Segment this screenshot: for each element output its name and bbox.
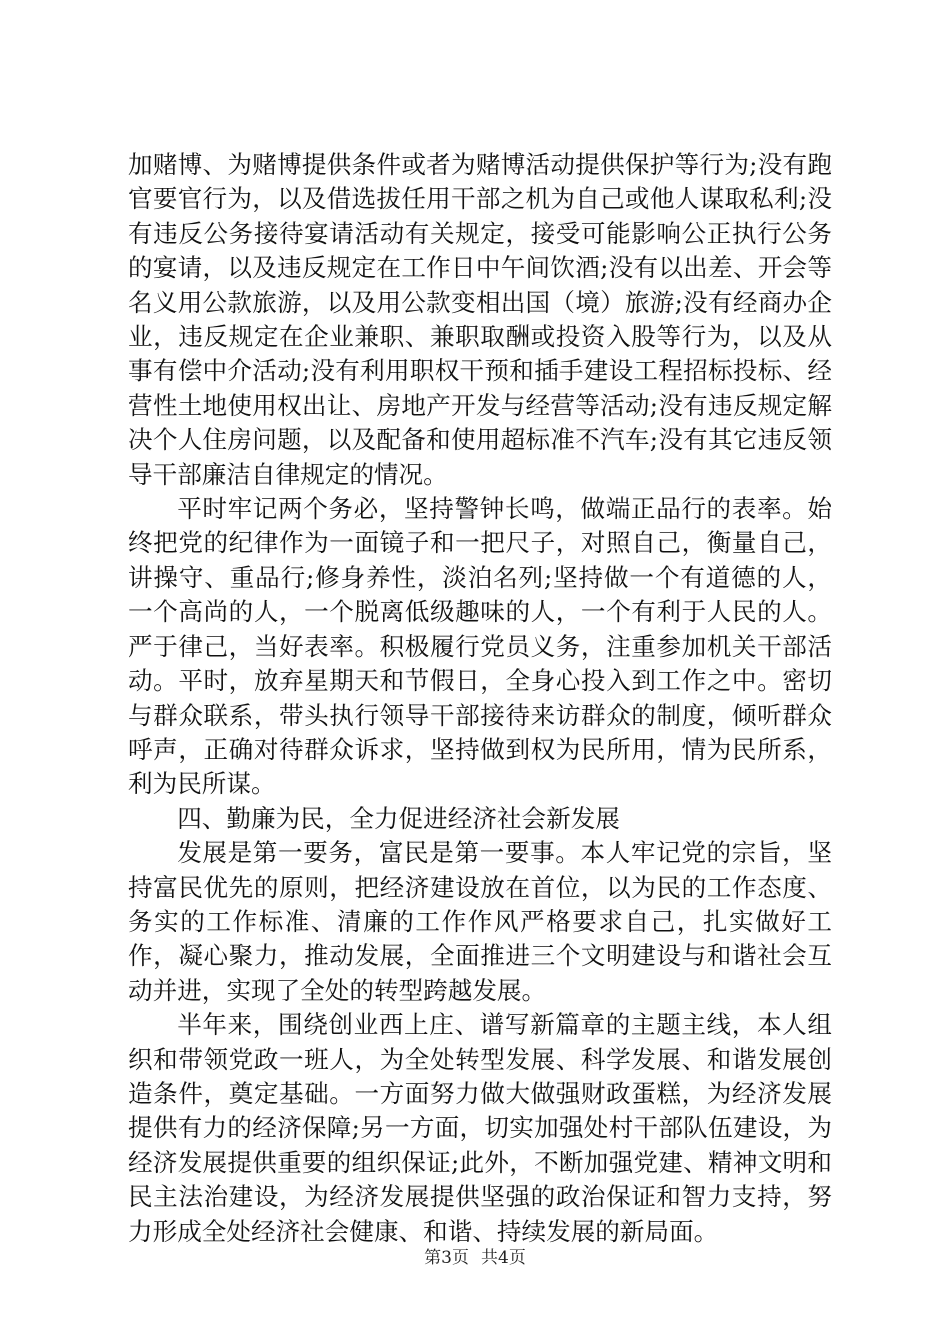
paragraph-3: 发展是第一要务，富民是第一要事。本人牢记党的宗旨，坚持富民优先的原则，把经济建设放在首位，以为民的工作态度、务实的工作标准、清廉的工作作风严格要求自己，扎实做好工作，凝心聚力，推动发展，全面推进三个文明建设与和谐社会互动并进，实现了全处的转型跨越发展。 xyxy=(128,838,832,1005)
paragraph-4: 半年来，围绕创业西上庄、谱写新篇章的主题主线，本人组织和带领党政一班人，为全处转型发展、科学发展、和谐发展创造条件，奠定基础。一方面努力做大做强财政蛋糕，为经济发展提供有力的经济保障;另一方面，切实加强处村干部队伍建设，为经济发展提供重要的组织保证;此外，不断加强党建、精神文明和民主法治建设，为经济发展提供坚强的政治保证和智力支持，努力形成全处经济社会健康、和谐、持续发展的新局面。 xyxy=(128,1010,832,1246)
document-body xyxy=(128,148,832,1249)
page-number: 第3页 xyxy=(424,1248,469,1268)
paragraph-1: 加赌博、为赌博提供条件或者为赌博活动提供保护等行为;没有跑官要官行为，以及借选拔任用干部之机为自己或他人谋取私利;没有违反公务接待宴请活动有关规定，接受可能影响公正执行公务的宴请，以及违反规定在工作日中午间饮酒;没有以出差、开会等名义用公款旅游，以及用公款变相出国（境）旅游;没有经商办企业，违反规定在企业兼职、兼职取酬或投资入股等行为，以及从事有偿中介活动;没有利用职权干预和插手建设工程招标投标、经营性土地使用权出让、房地产开发与经营等活动;没有违反规定解决个人住房问题，以及配备和使用超标准不汽车;没有其它违反领导干部廉洁自律规定的情况。 xyxy=(128,150,832,489)
page-footer xyxy=(0,1243,950,1268)
paragraph-2: 平时牢记两个务必，坚持警钟长鸣，做端正品行的表率。始终把党的纪律作为一面镜子和一把尺子，对照自己，衡量自己，讲操守、重品行;修身养性，淡泊名列;坚持做一个有道德的人，一个高尚的人，一个脱离低级趣味的人，一个有利于人民的人。严于律己，当好表率。积极履行党员义务，注重参加机关干部活动。平时，放弃星期天和节假日，全身心投入到工作之中。密切与群众联系，带头执行领导干部接待来访群众的制度，倾听群众呼声，正确对待群众诉求，坚持做到权为民所用，情为民所系，利为民所谋。 xyxy=(128,494,832,799)
page-total: 共4页 xyxy=(481,1248,526,1268)
section-heading: 四、勤廉为民，全力促进经济社会新发展 xyxy=(177,803,620,833)
